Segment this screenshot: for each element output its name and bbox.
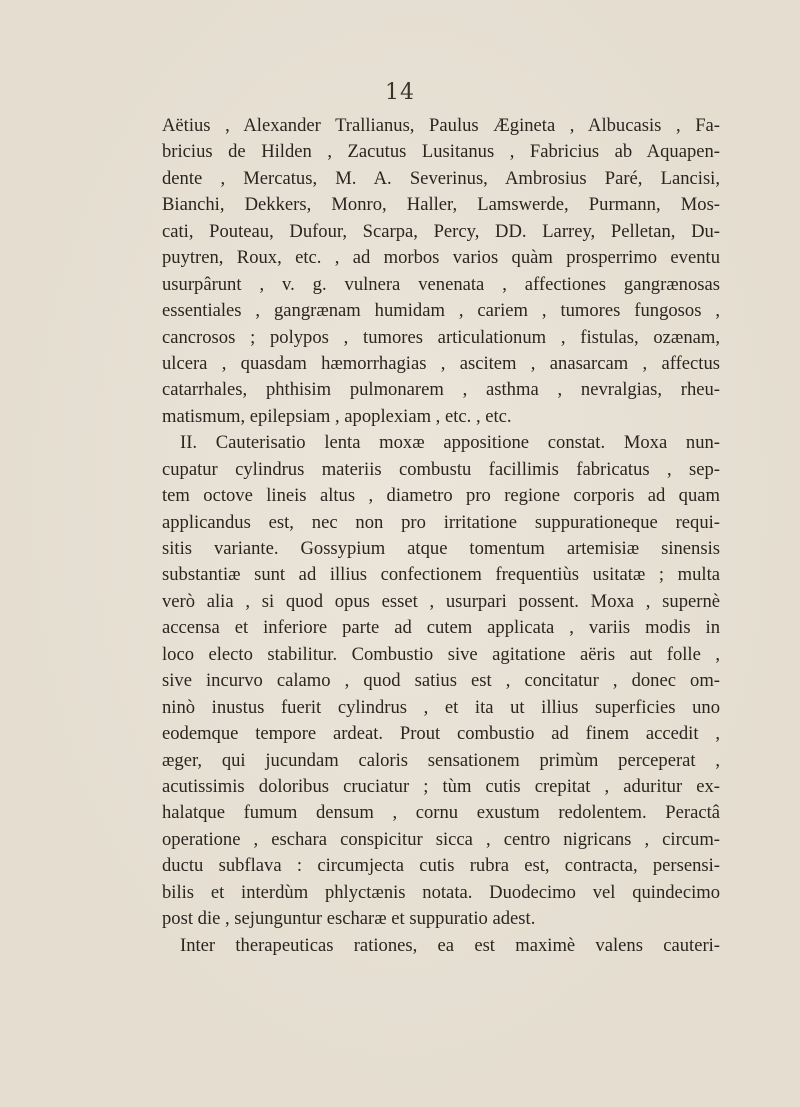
text-line: catarrhales, phthisim pulmonarem , asthma , nevralgias, rheu-	[162, 379, 720, 401]
text-line: operatione , eschara conspicitur sicca , centro nigricans , circum-	[162, 828, 720, 850]
text-line: matismum, epilepsiam , apoplexiam , etc. , etc.	[162, 405, 512, 427]
text-line: eodemque tempore ardeat. Prout combustio ad finem accedit ,	[162, 723, 720, 745]
text-line: puytren, Roux, etc. , ad morbos varios quàm prosperrimo eventu	[162, 247, 720, 269]
text-line: essentiales , gangrænam humidam , cariem , tumores fungosos ,	[162, 300, 720, 322]
text-line: cati, Pouteau, Dufour, Scarpa, Percy, DD. Larrey, Pelletan, Du-	[162, 220, 720, 242]
text-line: accensa et inferiore parte ad cutem applicata , variis modis in	[162, 617, 720, 639]
text-line: ulcera , quasdam hæmorrhagias , ascitem , anasarcam , affectus	[162, 352, 720, 374]
text-line: Bianchi, Dekkers, Monro, Haller, Lamswerde, Purmann, Mos-	[162, 194, 720, 216]
text-line: cupatur cylindrus materiis combustu facillimis fabricatus , sep-	[162, 458, 720, 480]
text-line: dente , Mercatus, M. A. Severinus, Ambrosius Paré, Lancisi,	[162, 167, 720, 189]
text-line: cancrosos ; polypos , tumores articulationum , fistulas, ozænam,	[162, 326, 720, 348]
text-line: tem octove lineis altus , diametro pro regione corporis ad quam	[162, 485, 720, 507]
text-line: substantiæ sunt ad illius confectionem frequentiùs usitatæ ; multa	[162, 564, 720, 586]
text-line: bricius de Hilden , Zacutus Lusitanus , Fabricius ab Aquapen-	[162, 141, 720, 163]
text-line: II. Cauterisatio lenta moxæ appositione constat. Moxa nun-	[180, 432, 720, 454]
text-line: bilis et interdùm phlyctænis notata. Duodecimo vel quindecimo	[162, 881, 720, 903]
text-line: verò alia , si quod opus esset , usurpari possent. Moxa , supernè	[162, 590, 720, 612]
text-line: Inter therapeuticas rationes, ea est maximè valens cauteri-	[180, 934, 720, 956]
text-line: acutissimis doloribus cruciatur ; tùm cutis crepitat , aduritur ex-	[162, 775, 720, 797]
text-line: halatque fumum densum , cornu exustum redolentem. Peractâ	[162, 802, 720, 824]
text-line: ductu subflava : circumjecta cutis rubra est, contracta, persensi-	[162, 855, 720, 877]
text-line: post die , sejunguntur escharæ et suppuratio adest.	[162, 908, 536, 930]
text-line: usurpârunt , v. g. vulnera venenata , affectiones gangrænosas	[162, 273, 720, 295]
text-line: applicandus est, nec non pro irritatione suppurationeque requi-	[162, 511, 720, 533]
page-number: 14	[385, 80, 415, 105]
text-line: Aëtius , Alexander Trallianus, Paulus Ægineta , Albucasis , Fa-	[162, 115, 720, 136]
body-text	[162, 113, 720, 959]
text-line: loco electo stabilitur. Combustio sive agitatione aëris aut folle ,	[162, 643, 720, 665]
text-line: æger, qui jucundam caloris sensationem primùm perceperat ,	[162, 749, 720, 771]
text-line: sive incurvo calamo , quod satius est , concitatur , donec om-	[162, 670, 720, 692]
text-line: ninò inustus fuerit cylindrus , et ita ut illius superficies uno	[162, 696, 720, 718]
text-line: sitis variante. Gossypium atque tomentum artemisiæ sinensis	[162, 538, 720, 559]
